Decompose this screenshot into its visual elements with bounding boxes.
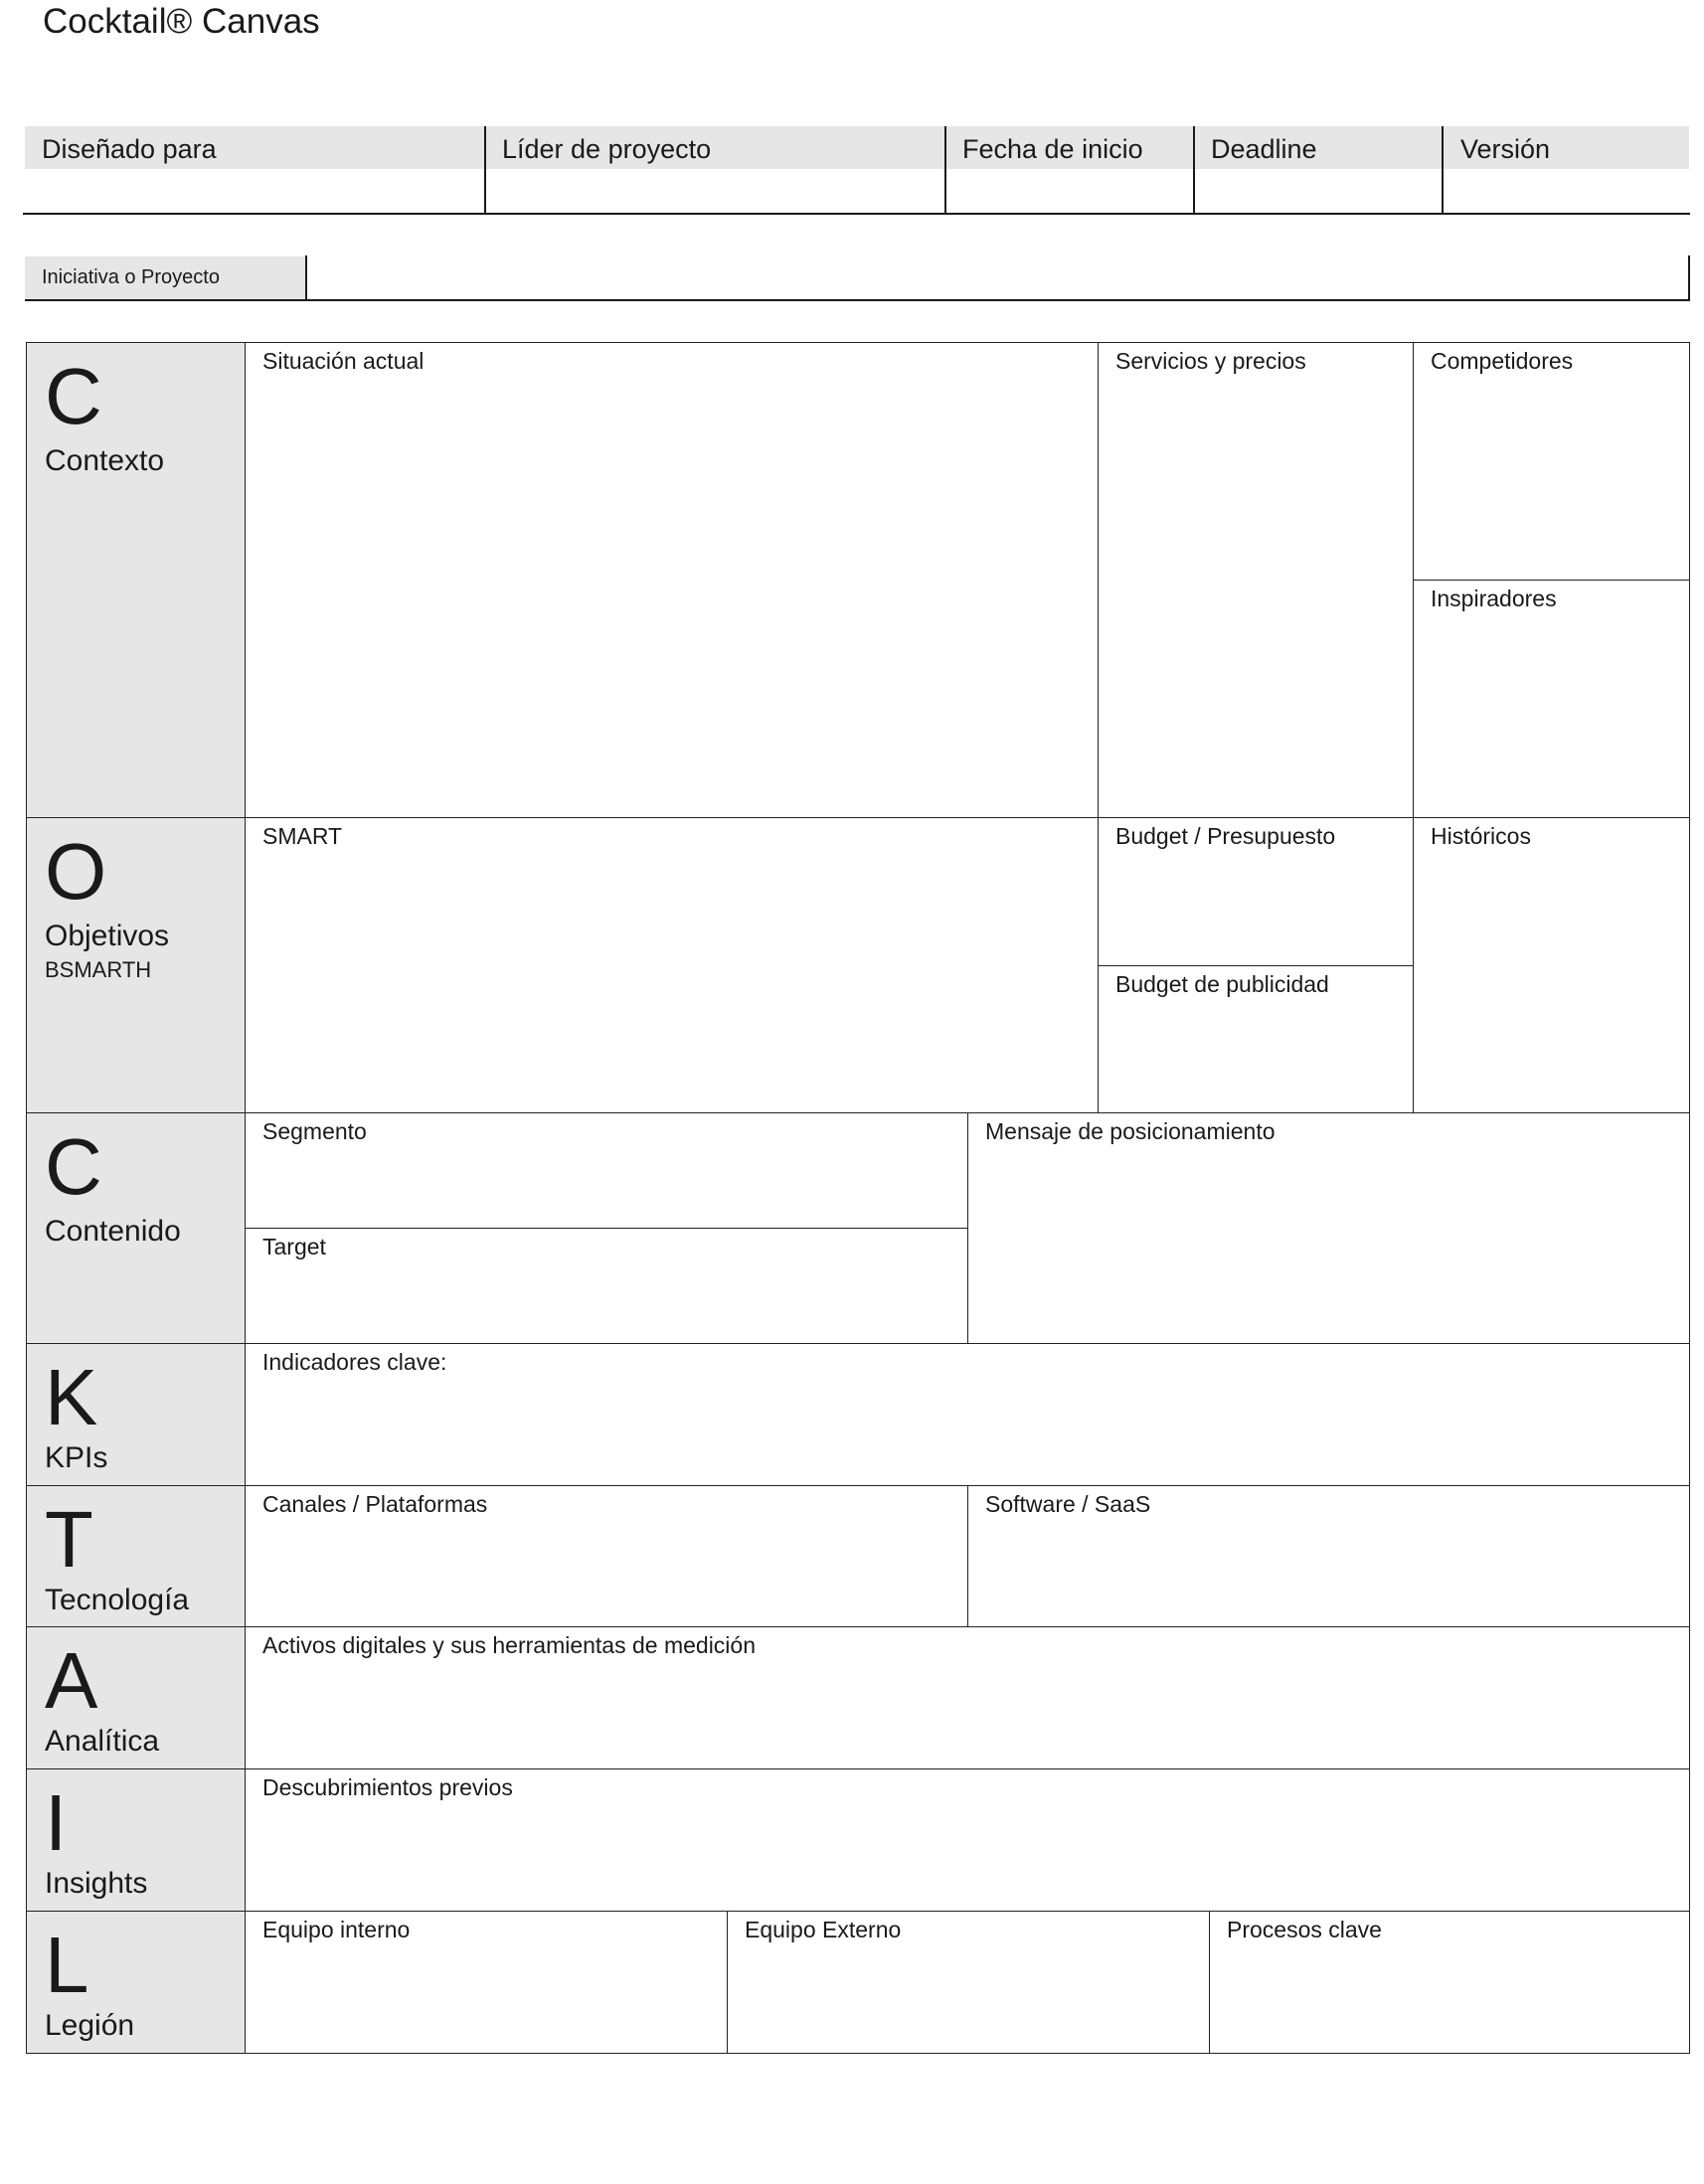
box-label: Servicios y precios [1115, 348, 1306, 374]
activos-digitales-box[interactable] [245, 1626, 1690, 1769]
start-date-label: Fecha de inicio [945, 126, 1194, 169]
initiative-divider [305, 255, 307, 300]
target-box[interactable] [245, 1228, 968, 1344]
box-label: Equipo interno [262, 1917, 411, 1942]
initiative-label: Iniciativa o Proyecto [25, 256, 306, 300]
row-title: Legión [45, 2009, 135, 2042]
row-title: Contenido [45, 1215, 181, 1248]
row-letter: A [45, 1636, 98, 1725]
row-title: Contexto [45, 444, 165, 477]
page-title: Cocktail® Canvas [43, 2, 320, 41]
budget-box[interactable] [1098, 817, 1414, 966]
budget-publicidad-box[interactable] [1098, 965, 1414, 1113]
servicios-precios-box[interactable] [1098, 342, 1414, 818]
equipo-interno-box[interactable] [245, 1911, 728, 2054]
smart-box[interactable] [245, 817, 1099, 1113]
start-date-field[interactable] [945, 169, 1194, 214]
procesos-clave-box[interactable] [1209, 1911, 1690, 2054]
row-letter: O [45, 827, 107, 916]
header-divider [1442, 126, 1444, 214]
row-legion [26, 1911, 246, 2054]
box-label: Equipo Externo [745, 1917, 902, 1942]
competidores-box[interactable] [1413, 342, 1690, 581]
project-lead-label: Líder de proyecto [485, 126, 944, 169]
row-contexto [26, 342, 246, 818]
row-insights [26, 1768, 246, 1912]
software-saas-box[interactable] [967, 1485, 1690, 1627]
designed-for-label: Diseñado para [25, 126, 484, 169]
header-underline [23, 213, 1690, 215]
deadline-field[interactable] [1194, 169, 1443, 214]
row-title: Insights [45, 1867, 148, 1900]
header-divider [1193, 126, 1195, 214]
box-label: SMART [262, 823, 343, 849]
situacion-actual-box[interactable] [245, 342, 1099, 818]
row-title: Objetivos [45, 920, 170, 952]
box-label: Budget de publicidad [1115, 971, 1329, 997]
historicos-box[interactable] [1413, 817, 1690, 1113]
initiative-underline [25, 299, 1690, 301]
box-label: Software / SaaS [985, 1491, 1151, 1517]
initiative-divider [1688, 255, 1690, 300]
box-label: Target [262, 1234, 326, 1260]
deadline-label: Deadline [1194, 126, 1443, 169]
project-lead-field[interactable] [485, 169, 944, 214]
row-subtitle: BSMARTH [45, 957, 152, 982]
row-analitica [26, 1626, 246, 1769]
row-letter: I [45, 1778, 68, 1867]
mensaje-posicionamiento-box[interactable] [967, 1112, 1690, 1344]
row-contenido [26, 1112, 246, 1344]
descubrimientos-previos-box[interactable] [245, 1768, 1690, 1912]
row-letter: K [45, 1353, 98, 1441]
designed-for-field[interactable] [25, 169, 484, 214]
row-title: Tecnología [45, 1584, 190, 1616]
equipo-externo-box[interactable] [727, 1911, 1210, 2054]
box-label: Situación actual [262, 348, 425, 374]
row-objetivos [26, 817, 246, 1113]
box-label: Canales / Plataformas [262, 1491, 488, 1517]
inspiradores-box[interactable] [1413, 580, 1690, 818]
row-letter: C [45, 1122, 102, 1211]
box-label: Procesos clave [1227, 1917, 1382, 1942]
initiative-field[interactable] [307, 256, 1690, 300]
header-divider [944, 126, 946, 214]
box-label: Competidores [1431, 348, 1574, 374]
row-letter: T [45, 1495, 93, 1584]
box-label: Históricos [1431, 823, 1531, 849]
box-label: Segmento [262, 1118, 367, 1144]
box-label: Budget / Presupuesto [1115, 823, 1336, 849]
box-label: Descubrimientos previos [262, 1774, 513, 1800]
row-title: KPIs [45, 1441, 108, 1474]
box-label: Activos digitales y sus herramientas de medición [262, 1632, 757, 1658]
header-divider [484, 126, 486, 214]
row-letter: L [45, 1921, 89, 2009]
row-tecnologia [26, 1485, 246, 1627]
box-label: Inspiradores [1431, 586, 1557, 611]
canales-plataformas-box[interactable] [245, 1485, 968, 1627]
row-kpis [26, 1343, 246, 1486]
version-label: Versión [1444, 126, 1689, 169]
box-label: Indicadores clave: [262, 1349, 447, 1375]
indicadores-clave-box[interactable] [245, 1343, 1690, 1486]
segmento-box[interactable] [245, 1112, 968, 1229]
box-label: Mensaje de posicionamiento [985, 1118, 1276, 1144]
row-title: Analítica [45, 1725, 160, 1758]
row-letter: C [45, 352, 102, 440]
version-field[interactable] [1444, 169, 1689, 214]
